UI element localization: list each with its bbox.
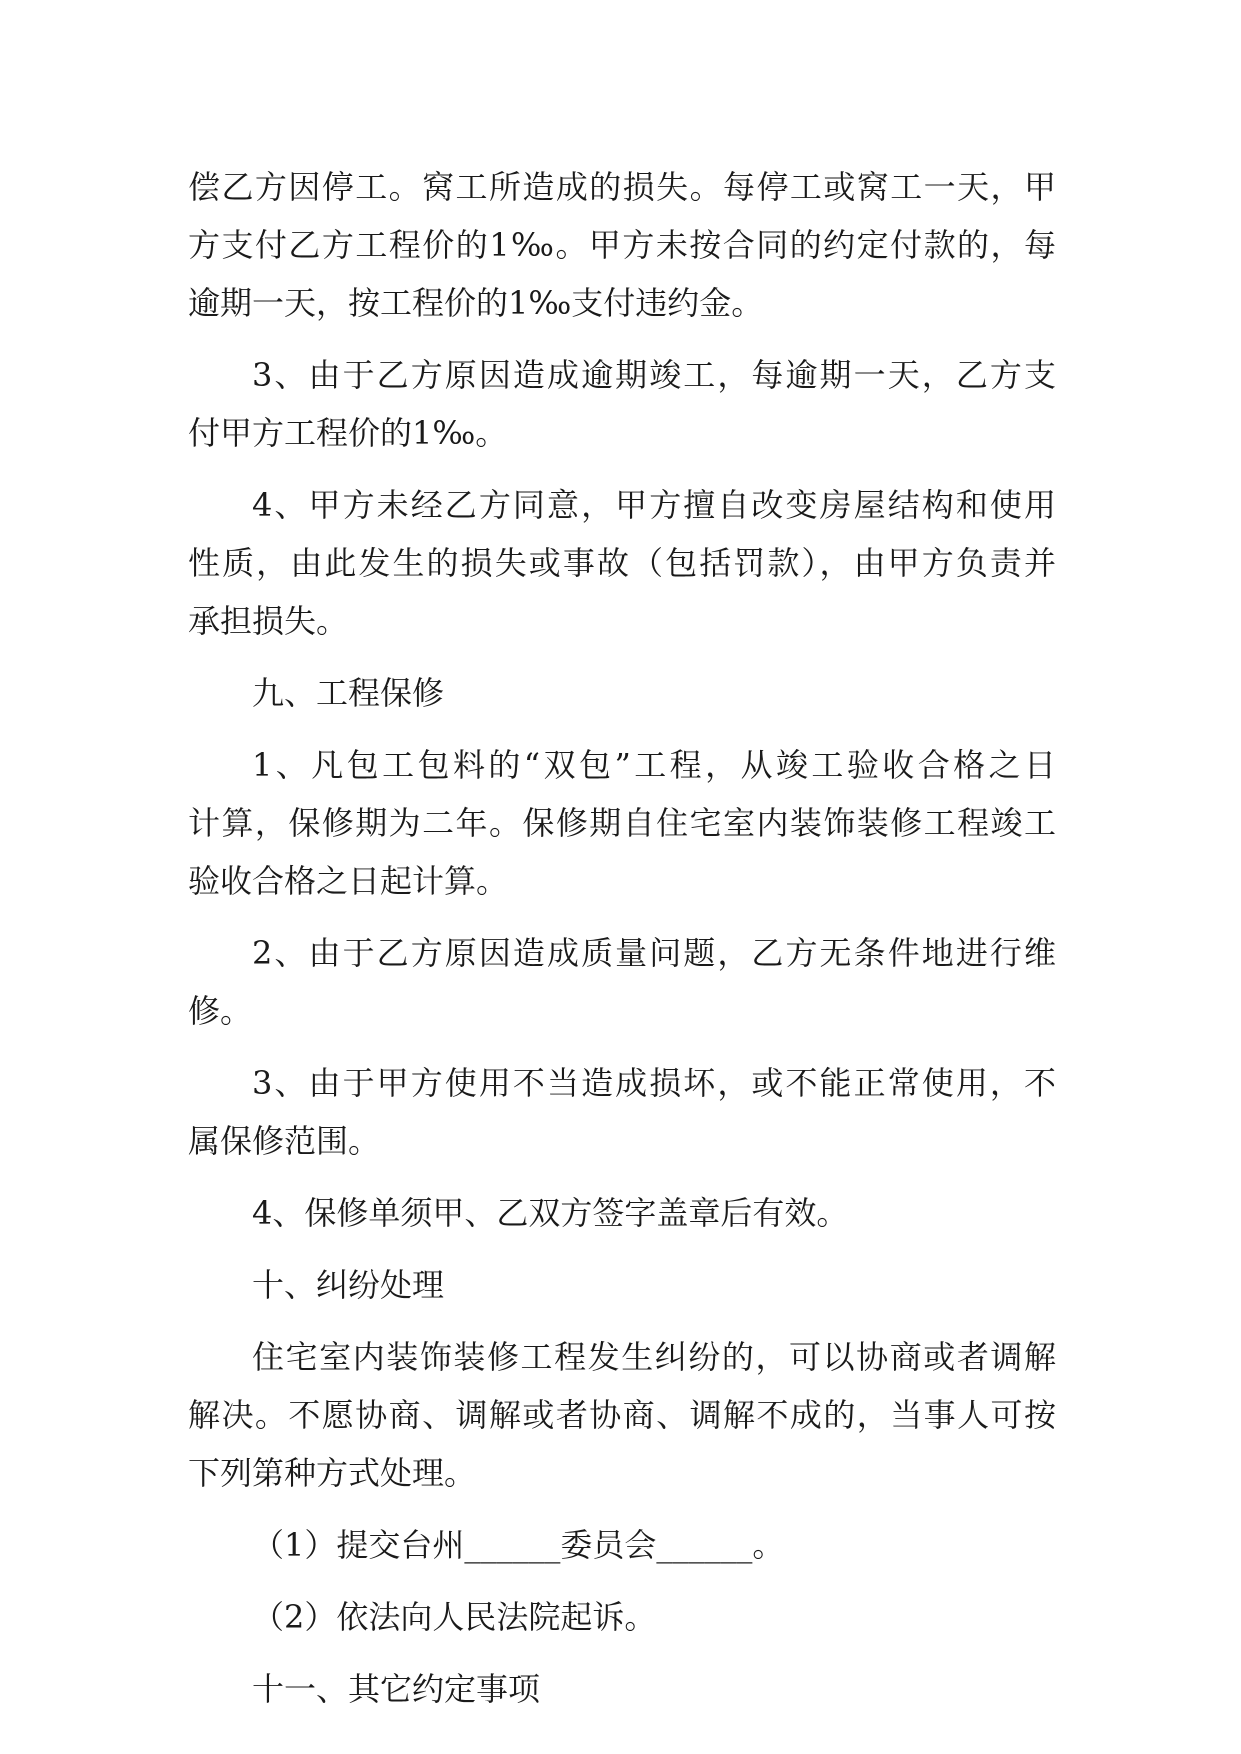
paragraph-first-line: 1、凡包工包料的“双包”工程，从竣工验收合格之日 bbox=[252, 746, 1056, 784]
document-page bbox=[188, 158, 1056, 1718]
paragraph-first-line: 3、由于乙方原因造成逾期竣工，每逾期一天，乙方支 bbox=[252, 356, 1056, 394]
text-line: 方支付乙方工程价的1‰。甲方未按合同的约定付款的，每 bbox=[188, 226, 1056, 264]
text-line: 解决。不愿协商、调解或者协商、调解不成的，当事人可按 bbox=[188, 1396, 1056, 1434]
section-heading: 十、纠纷处理 bbox=[252, 1266, 445, 1304]
list-item: （2）依法向人民法院起诉。 bbox=[252, 1598, 657, 1636]
list-item: （1）提交台州______委员会______。 bbox=[252, 1526, 785, 1564]
paragraph-first-line: 4、甲方未经乙方同意，甲方擅自改变房屋结构和使用 bbox=[252, 486, 1056, 524]
text-line: 属保修范围。 bbox=[188, 1122, 381, 1160]
text-line: 性质，由此发生的损失或事故（包括罚款），由甲方负责并 bbox=[188, 544, 1056, 582]
text-line: 修。 bbox=[188, 992, 253, 1030]
paragraph-first-line: 住宅室内装饰装修工程发生纠纷的，可以协商或者调解 bbox=[252, 1338, 1056, 1376]
section-heading: 九、工程保修 bbox=[252, 674, 445, 712]
text-line: 付甲方工程价的1‰。 bbox=[188, 414, 508, 452]
section-heading: 十一、其它约定事项 bbox=[252, 1670, 541, 1708]
text-line: 下列第种方式处理。 bbox=[188, 1454, 477, 1492]
text-line: 偿乙方因停工。窝工所造成的损失。每停工或窝工一天，甲 bbox=[188, 168, 1056, 206]
text-line: 逾期一天，按工程价的1‰支付违约金。 bbox=[188, 284, 764, 322]
text-line: 承担损失。 bbox=[188, 602, 349, 640]
paragraph-first-line: 4、保修单须甲、乙双方签字盖章后有效。 bbox=[252, 1194, 849, 1232]
text-line: 验收合格之日起计算。 bbox=[188, 862, 509, 900]
paragraph-first-line: 3、由于甲方使用不当造成损坏，或不能正常使用，不 bbox=[252, 1064, 1056, 1102]
paragraph-first-line: 2、由于乙方原因造成质量问题，乙方无条件地进行维 bbox=[252, 934, 1056, 972]
text-line: 计算，保修期为二年。保修期自住宅室内装饰装修工程竣工 bbox=[188, 804, 1056, 842]
